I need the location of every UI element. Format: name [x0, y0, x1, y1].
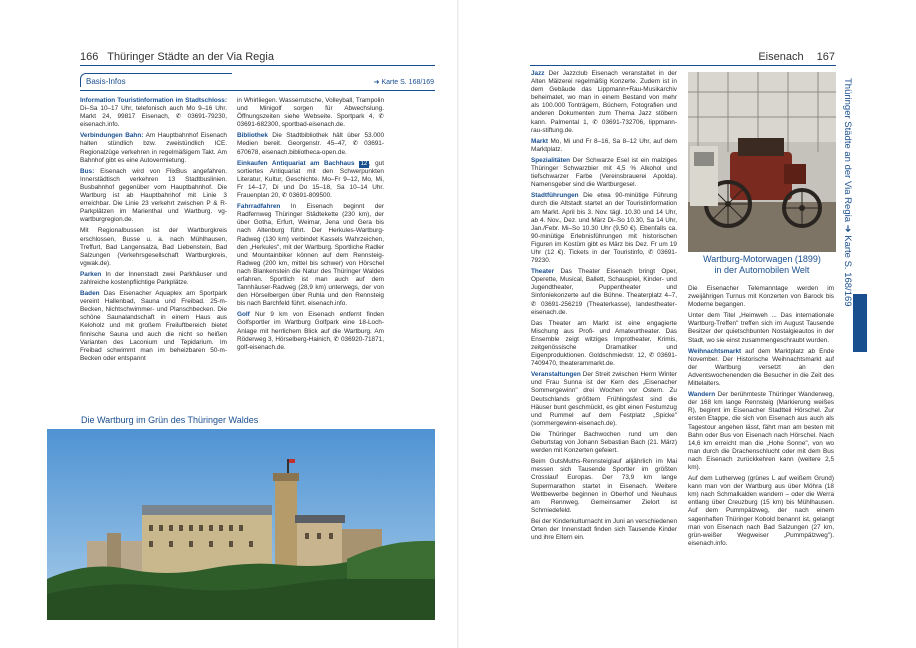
chapter-marker-bar	[853, 294, 867, 352]
paragraph-heading: Parken	[80, 270, 102, 278]
left-column-1	[80, 97, 227, 419]
left-page-number: 166	[80, 51, 99, 63]
paragraph-text: Mit Regionalbussen ist der Wartburgkreis erschlossen, Busse u. a. nach Mühlhausen, Treffurt, Bad Langensalza, Bad Liebenstein, Bad Salzungen (Verkehrsgesellschaft Wartburgkreis, vgwak.de).	[80, 227, 227, 267]
paragraph	[80, 227, 227, 267]
paragraph	[237, 132, 384, 156]
right-page-number: 167	[816, 51, 835, 63]
basis-infos-rule	[80, 90, 435, 91]
paragraph	[237, 97, 384, 129]
right-running-title: Eisenach	[758, 51, 804, 63]
left-running-title: Thüringer Städte an der Via Regia	[107, 51, 274, 63]
right-column-2	[688, 285, 834, 600]
left-running-head	[80, 50, 435, 66]
paragraph	[531, 157, 677, 189]
paragraph	[80, 97, 227, 129]
paragraph	[688, 312, 834, 344]
paragraph-text: In Eisenach beginnt der Radfernweg Thüringer Städtekette (230 km), der über Gotha, Erfurt, Weimar, Jena und Gera bis nach Altenburg führt. Der Herkules-Wartburg-Radweg (130 km) verbindet Kassels Wahrzeichen, den „Herkules", mit der Wartburg. Sportliche Radler und Mountainbiker können auf dem Rennsteig-Radweg (200 km, mittel bis schwer) von Hörschel nach Blankenstein die Natur des Thüringer Waldes erfahren. Sportlich ist man auch auf dem Tannhäuser-Radweg (28,9 km) unterwegs, der von den Hörselbergen über Ruhla und den Rennsteig bis nach Barchfeld führt. eisenach.info.	[237, 203, 384, 308]
paragraph-heading: Verbindungen Bahn:	[80, 132, 144, 140]
paragraph-heading: Fahrradfahren	[237, 203, 281, 211]
paragraph-text: Die etwa 90-minütige Führung durch die Altstadt startet an der Touristinformation am Markt. April bis 3. Nov. tägl. 10.30 und 14 Uhr, ab 4. Nov., Dez. und März Di–So 10.30, Sa 14 Uhr, Jan./Febr. Mi–So 10.30 Uhr (9,50 €). Ebenfalls ca. 90-minütige Erlebnisführungen mit historischen Figuren im Kostüm gibt es März bis Dez. Fr um 19 Uhr (12 €). Tickets in der Touristinfo, ✆ 03691-79230.	[531, 192, 677, 265]
wartburg-motorwagen-photo	[688, 72, 836, 252]
paragraph	[531, 192, 677, 265]
right-column-1	[531, 70, 677, 600]
paragraph-text: auf dem Marktplatz ab Ende November. Der Historische Weihnachtsmarkt auf der Wartburg versetzt an den Adventswochenenden die Besucher in die Zeit des Mittelalters.	[688, 347, 834, 388]
paragraph-heading: Einkaufen Antiquariat am Bachhaus	[237, 159, 355, 167]
right-photo-caption-line-2: in der Automobilen Welt	[714, 265, 810, 275]
right-running-head	[690, 50, 835, 66]
paragraph-text: Der Schwarze Esel ist ein malziges Thüringer Schwarzbier mit 4,5 % Alkohol und tiefschwarzer Farbe (Vereinsbrauerei Apolda). Namensgeber sind die Wartburgesel.	[531, 156, 677, 189]
vintage-car-photo-icon	[688, 72, 836, 252]
paragraph-heading: Wandern	[688, 391, 716, 399]
paragraph-heading: Bibliothek	[237, 132, 268, 140]
paragraph-text: Bei der Kinderkulturnacht im Juni an verschiedenen Orten der Innenstadt finden sich Tausende Kinder und ihre Eltern ein.	[531, 517, 677, 542]
paragraph-text: Die Thüringer Bachwochen rund um den Geburtstag von Johann Sebastian Bach (21. März) werden mit Konzerten gefeiert.	[531, 430, 677, 455]
paragraph-text: Das Theater Eisenach bringt Oper, Operette, Musical, Ballett, Schauspiel, Kinder- und Jugendtheater, Puppentheater und Sinfoniekonzerte auf die Bühne. Theaterplatz 4–7, ✆ 03691-256219 (Theaterkasse), landestheater-eisenach.de.	[531, 268, 677, 316]
paragraph-heading: Theater	[531, 268, 555, 276]
paragraph-text: Der berühmteste Thüringer Wanderweg, der 168 km lange Rennsteig (Markierung weißes R), beginnt im Eisenacher Stadtteil Hörschel. Zur ersten Etappe, die sich von Eisenach aus auch als Tagestour angehen lässt, fährt man am besten mit Bahn oder Bus von Eisenach nach Hörschel. Nach 14,6 km erreicht man die „Hohe Sonne", von wo man durch die Drachenschlucht oder mit dem Bus nach Eisenach zurückkehren kann (weitere 2,5 km).	[688, 391, 834, 471]
paragraph-text: Die Eisenacher Telemanntage werden im zweijährigen Turnus mit Konzerten von Barock bis Moderne begangen.	[688, 285, 834, 309]
right-photo-caption	[695, 254, 829, 276]
paragraph-text: Die Stadtbibliothek hält über 53.000 Medien bereit. Georgenstr. 45–47, ✆ 03691-670678, eisenach.bibliotheca-open.de.	[237, 132, 384, 156]
paragraph-text: Auf dem Lutherweg (grünes L auf weißem Grund) kann man von der Wartburg aus über Möhra (18 km) nach Schmalkalden wandern – oder die Werra entlang über Creuzburg (15 km) bis Mühlhausen. Auf dem Pummpälzweg, der nach einem sagenhaften Thüringer Kobold benannt ist, gelangt man von Eisenach nach Bad Salzungen (27 km, grün-weißer Wegweiser „Pummpälzweg"). eisenach.info.	[688, 475, 834, 547]
left-head-rule	[80, 65, 435, 66]
paragraph-text: Nur 9 km von Eisenach entfernt finden Golfsportler im Wartburg Golfpark eine 18-Loch-Anlage mit herrlichem Blick auf die Wartburg. Am Röderweg 3, Hörselberg-Hainich, ✆ 036920-71871, golf-eisenach.de.	[237, 311, 384, 351]
paragraph	[80, 271, 227, 287]
gutter	[457, 0, 459, 648]
castle-photo-icon	[47, 429, 435, 620]
paragraph	[531, 371, 677, 428]
paragraph	[531, 431, 677, 455]
paragraph	[237, 160, 384, 200]
paragraph-heading: Information Touristinformation im Stadtschloss:	[80, 97, 227, 104]
paragraph	[80, 132, 227, 164]
wartburg-castle-photo	[47, 429, 435, 620]
paragraph-text: In der Innenstadt zwei Parkhäuser und zahlreiche kostenpflichtige Parkplätze.	[80, 270, 227, 286]
paragraph	[531, 70, 677, 135]
paragraph	[688, 475, 834, 548]
paragraph-text: Beim GutsMuths-Rennsteiglauf alljährlich im Mai messen sich Tausende Sportler im größten Crosslauf Europas. Der 73,9 km lange Supermarathon startet in Eisenach. Weitere Wettbewerbe beginnen in Oberhof und Neuhaus am Rennweg. Gemeinsamer Zielort ist Schmiedefeld.	[531, 458, 677, 514]
paragraph-text: in Whirlliegen. Wasserrutsche, Volleyball, Trampolin und Minigolf sorgen für Abwechslung. Öffnungszeiten siehe Webseite. Sportpark 4, ✆ 03691-682300, sportbad-eisenach.de.	[237, 97, 384, 129]
karte-reference: ➜ Karte S. 168/169	[373, 79, 434, 86]
paragraph-heading: Stadtführungen	[531, 192, 579, 200]
paragraph	[688, 391, 834, 472]
right-head-rule	[530, 65, 836, 66]
paragraph-text: Di–Sa 10–17 Uhr, telefonisch auch Mo 9–16 Uhr. Markt 24, 99817 Eisenach, ✆ 03691-79230, eisenach.info.	[80, 105, 227, 129]
paragraph-heading: Spezialitäten	[531, 156, 571, 164]
paragraph	[237, 311, 384, 351]
paragraph-heading: Bus:	[80, 167, 95, 175]
paragraph-text: , gut sortiertes Antiquariat mit den Schwerpunkten Literatur, Kultur, Geschichte. Mo–Fr 9–12, Mo, Mi, Fr 14–17, Di und Do 15–18, Sa 10–14 Uhr. Frauenplan 20, ✆ 03691-809500.	[237, 159, 384, 200]
paragraph	[80, 168, 227, 225]
paragraph-heading: Baden	[80, 290, 100, 298]
paragraph-heading: Markt	[531, 137, 549, 145]
paragraph	[531, 458, 677, 515]
right-photo-caption-line-1: Wartburg-Motorwagen (1899)	[703, 254, 821, 264]
paragraph	[80, 290, 227, 363]
paragraph	[237, 203, 384, 308]
paragraph-text: Der Jazzclub Eisenach veranstaltet in der Alten Mälzerei regelmäßig Konzerte. Zudem ist in dem Gebäude das Lippmann+Rau-Musikarchiv beheimatet, wo man in einem Bestand von mehr als 100.000 Tonträgern, Büchern, Fotografien und anderen Dokumenten zum Thema Jazz stöbern kann. Palmental 1, ✆ 03691-732706, lippmann-rau-stiftung.de.	[531, 70, 677, 134]
paragraph-heading: Veranstaltungen	[531, 371, 581, 379]
paragraph-text: Unter dem Titel „Heimweh ... Das internationale Wartburg-Treffen" treffen sich im August Tausende Besitzer der quietschbunten Nostalgieautos in der Stadt, wo sie einst zusammengeschraubt wurden.	[688, 312, 834, 344]
side-tab-chapter: Thüringer Städte an der Via Regia ➜ Karte S. 168/169	[842, 78, 853, 307]
paragraph-text: Am Hauptbahnhof Eisenach halten stündlich bzw. zweistündlich ICE. Regionalzüge verkehren in regelmäßigem Takt. Am Bahnhof gibt es eine Autovermietung.	[80, 132, 227, 164]
paragraph-text: Das Theater am Markt ist eine engagierte Mischung aus Profi- und Amateurtheater. Das Ensemble zeigt witziges Improtheater, Krimis, zeitgenössische Dramatiker und Eigenproduktionen. Goldschmiedstr. 12, ✆ 03691-7409470, theaterammarkt.de.	[531, 319, 677, 368]
left-column-2	[237, 97, 384, 419]
paragraph	[688, 348, 834, 388]
left-photo-caption: Die Wartburg im Grün des Thüringer Waldes	[81, 415, 259, 425]
paragraph	[531, 138, 677, 154]
paragraph-text: Eisenach wird von FlixBus angefahren. Innerstädtisch verkehren 13 Stadtbuslinien. Busbahnhof gegenüber vom Hauptbahnhof. Die Wartburg ist ab Hauptbahnhof mit Linie 3 erreichbar. Die Linie 23 verkehrt zwischen P & R-Parkplätzen im Marienthal und Wartburg. vg-wartburgregion.de.	[80, 167, 227, 224]
paragraph-heading: Golf	[237, 311, 250, 319]
basis-infos-title: Basis-Infos	[86, 77, 126, 86]
map-number-badge: 12	[360, 160, 368, 167]
paragraph	[688, 285, 834, 309]
paragraph	[531, 320, 677, 369]
paragraph-text: Das Eisenacher Aquaplex am Sportpark vereint Hallenbad, Sauna und Freibad. 25-m-Becken, Nichtschwimmer- und Planschbecken. Die schöne Saunalandschaft in einem Haus aus Keloholz und mit großem Freiluftbereich bietet finnische Sauna und auch die nicht so heißen Varianten des Laconium und Tepidarium. Im Freibad schwimmt man im beheizbaren 50-m-Becken oder entspannt	[80, 290, 227, 362]
paragraph	[531, 268, 677, 317]
paragraph-text: Mo, Mi und Fr 8–16, Sa 8–12 Uhr, auf dem Marktplatz.	[531, 137, 677, 153]
paragraph-heading: Jazz	[531, 70, 545, 77]
paragraph	[531, 518, 677, 542]
paragraph-text: Der Streit zwischen Herrn Winter und Frau Sunna ist der Kern des „Eisenacher Sommergewinn" drei Wochen vor Ostern. Zu Deutschlands größtem Frühlingsfest sind die Häuser bunt geschmückt, es gibt einen Festumzug und Rummel auf dem Festplatz „Spicke" (sommergewinn-eisenach.de).	[531, 371, 677, 427]
paragraph-heading: Weihnachtsmarkt	[688, 347, 742, 355]
